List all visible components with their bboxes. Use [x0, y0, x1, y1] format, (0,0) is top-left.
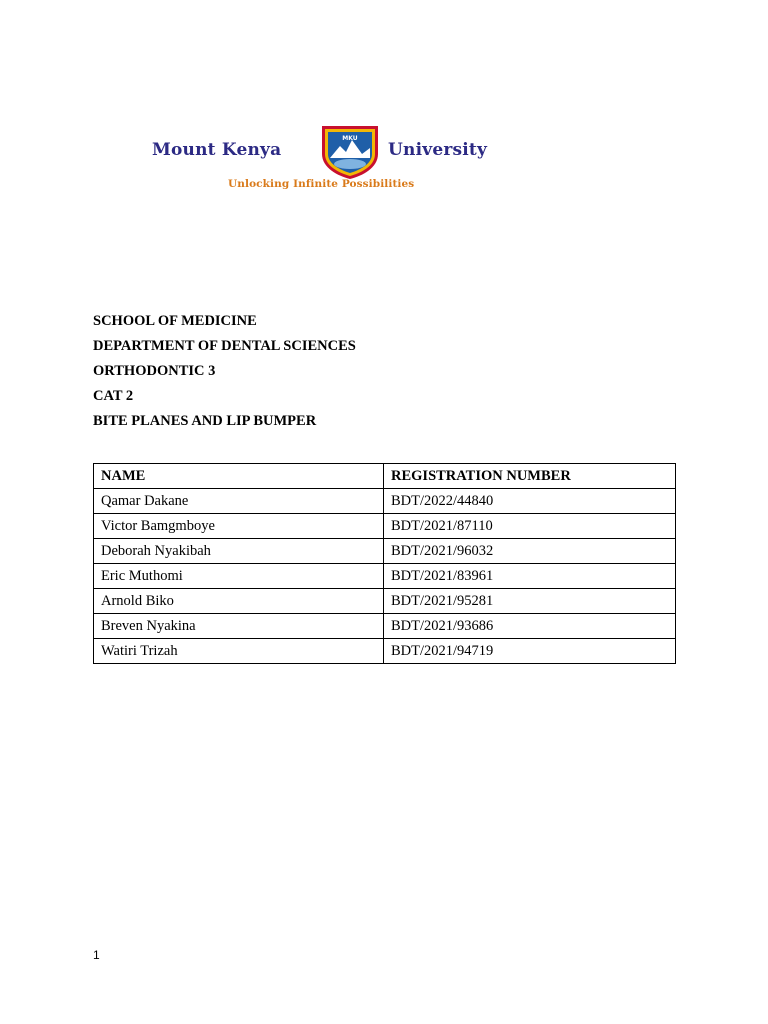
student-name: Arnold Biko	[94, 589, 384, 614]
registration-number: BDT/2021/87110	[384, 514, 676, 539]
assessment-heading: CAT 2	[93, 388, 134, 404]
student-name: Qamar Dakane	[94, 489, 384, 514]
registration-number: BDT/2021/96032	[384, 539, 676, 564]
crest-icon	[316, 124, 384, 180]
table-row	[94, 489, 676, 514]
school-heading: SCHOOL OF MEDICINE	[93, 313, 257, 329]
course-heading: ORTHODONTIC 3	[93, 363, 216, 379]
department-heading: DEPARTMENT OF DENTAL SCIENCES	[93, 338, 356, 354]
table-row	[94, 639, 676, 664]
registration-number: BDT/2021/83961	[384, 564, 676, 589]
logo-text-left: Mount Kenya	[152, 140, 282, 160]
table-header-row	[94, 464, 676, 489]
registration-column-header: REGISTRATION NUMBER	[384, 464, 676, 489]
registration-number: BDT/2022/44840	[384, 489, 676, 514]
university-logo	[150, 122, 512, 198]
student-name: Eric Muthomi	[94, 564, 384, 589]
table-row	[94, 614, 676, 639]
table-row	[94, 514, 676, 539]
logo-text-right: University	[388, 140, 488, 160]
crest-label: MKU	[342, 135, 358, 142]
registration-number: BDT/2021/95281	[384, 589, 676, 614]
registration-number: BDT/2021/94719	[384, 639, 676, 664]
name-column-header: NAME	[94, 464, 384, 489]
student-name: Victor Bamgmboye	[94, 514, 384, 539]
registration-number: BDT/2021/93686	[384, 614, 676, 639]
student-table	[93, 463, 676, 664]
page-number: 1	[93, 948, 100, 962]
table-row	[94, 564, 676, 589]
table-row	[94, 589, 676, 614]
logo-tagline: Unlocking Infinite Possibilities	[228, 178, 415, 190]
student-name: Watiri Trizah	[94, 639, 384, 664]
student-name: Breven Nyakina	[94, 614, 384, 639]
student-name: Deborah Nyakibah	[94, 539, 384, 564]
topic-heading: BITE PLANES AND LIP BUMPER	[93, 413, 317, 429]
table-row	[94, 539, 676, 564]
